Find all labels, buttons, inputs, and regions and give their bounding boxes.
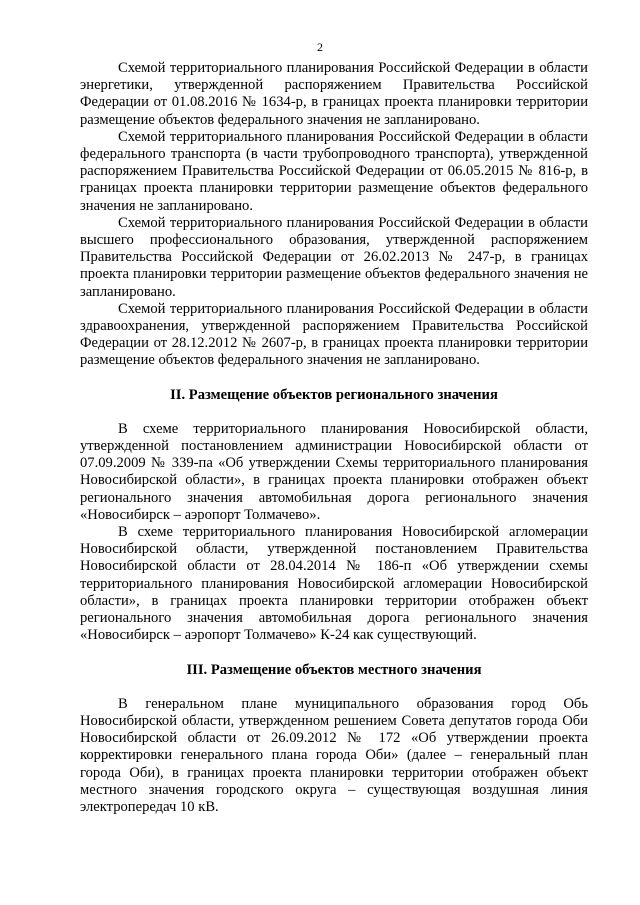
spacer: [80, 679, 588, 696]
heading-local-objects: III. Размещение объектов местного значения: [186, 661, 482, 678]
paragraph-healthcare-scheme: Схемой территориального планирования Российской Федерации в области здравоохранения, утвержденной распоряжением Правительства Российской Федерации от 28.12.2012 № 2607-р, в границах проекта планировки территории размещение объектов федерального значения не запланировано.: [80, 300, 588, 369]
paragraph-transport-scheme: Схемой территориального планирования Российской Федерации в области федерального транспорта (в части трубопроводного транспорта), утвержденной распоряжением Правительства Российской Федерации от 06.05.2015 № 816-р, в границах проекта планировки территории размещение объектов федерального значения не запланировано.: [80, 128, 588, 214]
paragraph-energy-scheme: Схемой территориального планирования Российской Федерации в области энергетики, утвержденной распоряжением Правительства Российской Федерации от 01.08.2016 № 1634-р, в границах проекта планировки территории размещение объектов федерального значения не запланировано.: [80, 60, 588, 128]
heading-regional-objects: II. Размещение объектов регионального значения: [170, 386, 498, 403]
spacer: [80, 404, 588, 421]
paragraph-regional-scheme: В схеме территориального планирования Новосибирской области, утвержденной постановлением администрации Новосибирской области от 07.09.2009 № 339-па «Об утверждении Схемы территориального планирования Новосибирской области», в границах проекта планировки отображен объект регионального значения автомобильная дорога регионального значения «Новосибирск – аэропорт Толмачево».: [80, 420, 588, 523]
paragraph-agglomeration-scheme: В схеме территориального планирования Новосибирской агломерации Новосибирской области, утвержденной постановлением Правительства Новосибирской области от 28.04.2014 № 186-п «Об утверждении схемы территориального планирования Новосибирской агломерации Новосибирской области», в границах проекта планировки территории отображен объект регионального значения автомобильная дорога регионального значения «Новосибирск – аэропорт Толмачево» К-24 как существующий.: [80, 524, 588, 644]
page-number: 2: [317, 40, 323, 54]
spacer: [80, 645, 588, 662]
paragraph-general-plan: В генеральном плане муниципального образования город Обь Новосибирской области, утвержденном решением Совета депутатов города Оби Новосибирской области от 26.09.2012 № 172 «Об утверждении проекта корректировки генерального плана города Оби» (далее – генеральный план города Оби), в границах проекта планировки территории отображен объект местного значения городского округа – существующая воздушная линия электропередач 10 кВ.: [80, 695, 588, 815]
document-body: [80, 60, 588, 816]
paragraph-education-scheme: Схемой территориального планирования Российской Федерации в области высшего профессионального образования, утвержденной распоряжением Правительства Российской Федерации от 26.02.2013 № 247-р, в границах проекта планировки территории размещение объектов федерального значения не запланировано.: [80, 214, 588, 300]
spacer: [80, 370, 588, 387]
